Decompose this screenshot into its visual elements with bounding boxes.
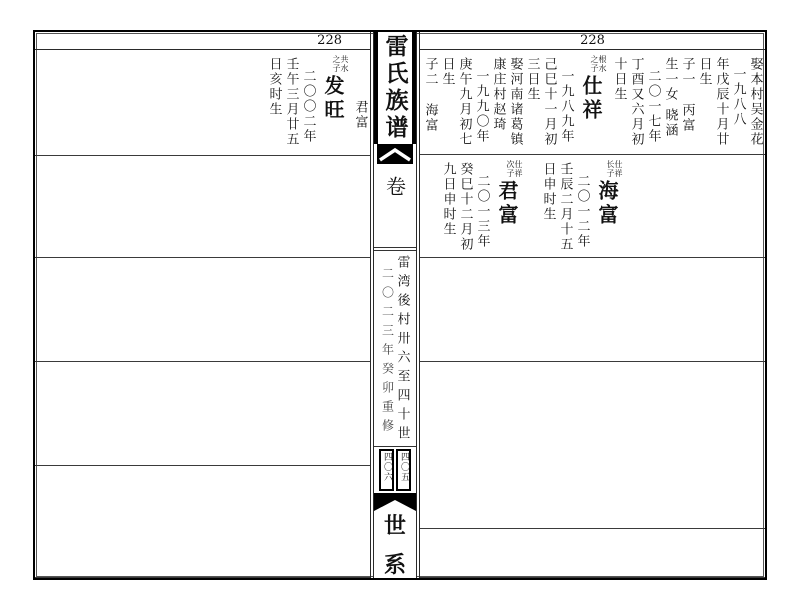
- text-column: [541, 162, 555, 222]
- person-name: 发旺: [321, 75, 345, 123]
- book-title-box: [374, 32, 416, 144]
- text-column: [423, 57, 437, 133]
- left-page-header: [35, 32, 370, 50]
- parent-label-part: 根水: [598, 55, 607, 73]
- text-column: [301, 69, 315, 144]
- text-column: [440, 57, 454, 87]
- parent-label-part: 长子: [606, 160, 615, 178]
- text-column: [714, 57, 728, 147]
- text-column: [441, 162, 455, 237]
- parent-label: [506, 160, 522, 178]
- text-segment: 年戊辰十月廿: [713, 57, 729, 147]
- text-column: [680, 57, 694, 133]
- text-column: [525, 57, 539, 102]
- left-page-number: 228: [317, 33, 342, 48]
- volume-section: [374, 144, 416, 248]
- leaf-number-box-left: [379, 449, 394, 491]
- generation-row: [35, 50, 370, 156]
- parent-label: [606, 160, 622, 178]
- text-column: [646, 69, 660, 144]
- generation-row: [35, 466, 370, 577]
- parent-label-part: 之子: [332, 55, 341, 73]
- text-column: [731, 67, 745, 127]
- text-segment: 一九八九年: [558, 69, 574, 144]
- text-segment: 生一女: [662, 57, 678, 102]
- right-page: [419, 32, 765, 578]
- text-segment: 丙富: [679, 103, 695, 133]
- text-column: [475, 174, 489, 249]
- text-segment: 子一: [679, 57, 695, 87]
- generation-row: [420, 258, 765, 362]
- text-column: [457, 57, 471, 147]
- text-column: [458, 162, 472, 252]
- parent-label: [590, 55, 606, 73]
- text-column: [353, 100, 367, 130]
- leaf-number-right: 四〇五: [399, 452, 409, 482]
- person-name: 海富: [595, 180, 619, 228]
- left-page: [35, 32, 371, 578]
- right-page-rows: [420, 50, 765, 578]
- volume-marker: 卷: [382, 176, 407, 196]
- right-page-header: [420, 32, 765, 50]
- right-page-number: 228: [580, 33, 605, 48]
- spine-edition: 二〇二三年癸卯重修: [380, 267, 395, 438]
- left-page-rows: [35, 50, 370, 578]
- person-entry: [576, 50, 606, 123]
- text-column: [542, 57, 556, 147]
- section-title: [374, 511, 416, 578]
- text-column: [474, 69, 488, 144]
- text-segment: 子二: [422, 57, 438, 87]
- text-column: [508, 57, 522, 147]
- person-entry: [492, 155, 522, 228]
- text-segment: 日生: [696, 57, 712, 87]
- book-title: 雷氏族谱: [381, 34, 409, 142]
- parent-label: [332, 55, 348, 73]
- text-segment: 一九九〇年: [473, 69, 489, 144]
- section-char-top: 世: [383, 513, 406, 539]
- text-segment: 壬辰二月十五: [557, 162, 573, 252]
- generation-row: [420, 50, 765, 155]
- text-segment: 丁酉又六月初: [628, 57, 644, 147]
- text-segment: 二〇一三年: [474, 174, 490, 249]
- text-segment: 日生: [439, 57, 455, 87]
- parent-label-part: 之子: [590, 55, 599, 73]
- generation-row: [35, 156, 370, 258]
- generation-row: [35, 258, 370, 362]
- text-segment: 九日申时生: [440, 162, 456, 237]
- text-column: [663, 57, 677, 138]
- person-entry: [592, 155, 622, 228]
- spine-text-section: [374, 250, 416, 447]
- text-segment: 二〇一二年: [574, 174, 590, 249]
- leaf-number-section: [374, 447, 416, 493]
- text-segment: 三日生: [524, 57, 540, 102]
- generation-row: [420, 529, 765, 577]
- person-name: 君富: [495, 180, 519, 228]
- text-column: [284, 57, 298, 147]
- text-column: [267, 57, 281, 117]
- parent-label-part: 共水: [340, 55, 349, 73]
- leaf-number-left: 四〇六: [382, 452, 392, 482]
- text-column: [748, 57, 762, 147]
- genealogy-sheet: [33, 30, 767, 580]
- generation-row: [35, 362, 370, 466]
- person-entry: [318, 50, 348, 123]
- parent-label-part: 次子: [506, 160, 515, 178]
- text-column: [491, 57, 505, 132]
- text-segment: 二〇〇二年: [300, 69, 316, 144]
- text-segment: 康庄村赵琦: [490, 57, 506, 132]
- section-char-bottom: 系: [383, 552, 406, 578]
- generation-row: [420, 155, 765, 258]
- text-segment: 日申时生: [540, 162, 556, 222]
- text-segment: 日亥时生: [266, 57, 282, 117]
- parent-label-part: 仕祥: [614, 160, 623, 178]
- text-column: [697, 57, 711, 87]
- text-segment: 壬午三月廿五: [283, 57, 299, 147]
- text-column: [612, 57, 626, 102]
- text-segment: 娶河南诸葛镇: [507, 57, 523, 147]
- text-segment: 十日生: [611, 57, 627, 102]
- text-segment: 己巳十一月初: [541, 57, 557, 147]
- text-segment: 君富: [352, 100, 368, 130]
- text-column: [558, 162, 572, 252]
- text-segment: 晓涵: [662, 108, 678, 138]
- text-column: [629, 57, 643, 147]
- text-column: [559, 69, 573, 144]
- text-segment: 海富: [422, 103, 438, 133]
- text-segment: 二〇一七年: [645, 69, 661, 144]
- parent-label-part: 仕祥: [514, 160, 523, 178]
- text-segment: 癸巳十二月初: [457, 162, 473, 252]
- spine-scope: 雷湾後村卅六至四十世: [394, 255, 410, 445]
- generation-row: [420, 362, 765, 529]
- fishtail-mark-upper: [377, 144, 413, 164]
- leaf-number-box-right: [396, 449, 411, 491]
- spine: [373, 32, 417, 578]
- person-name: 仕祥: [579, 75, 603, 123]
- text-segment: 庚午九月初七: [456, 57, 472, 147]
- fishtail-mark-lower: [374, 493, 416, 511]
- text-column: [575, 174, 589, 249]
- text-segment: 一九八八: [730, 67, 746, 127]
- text-segment: 娶本村吴金花: [747, 57, 763, 147]
